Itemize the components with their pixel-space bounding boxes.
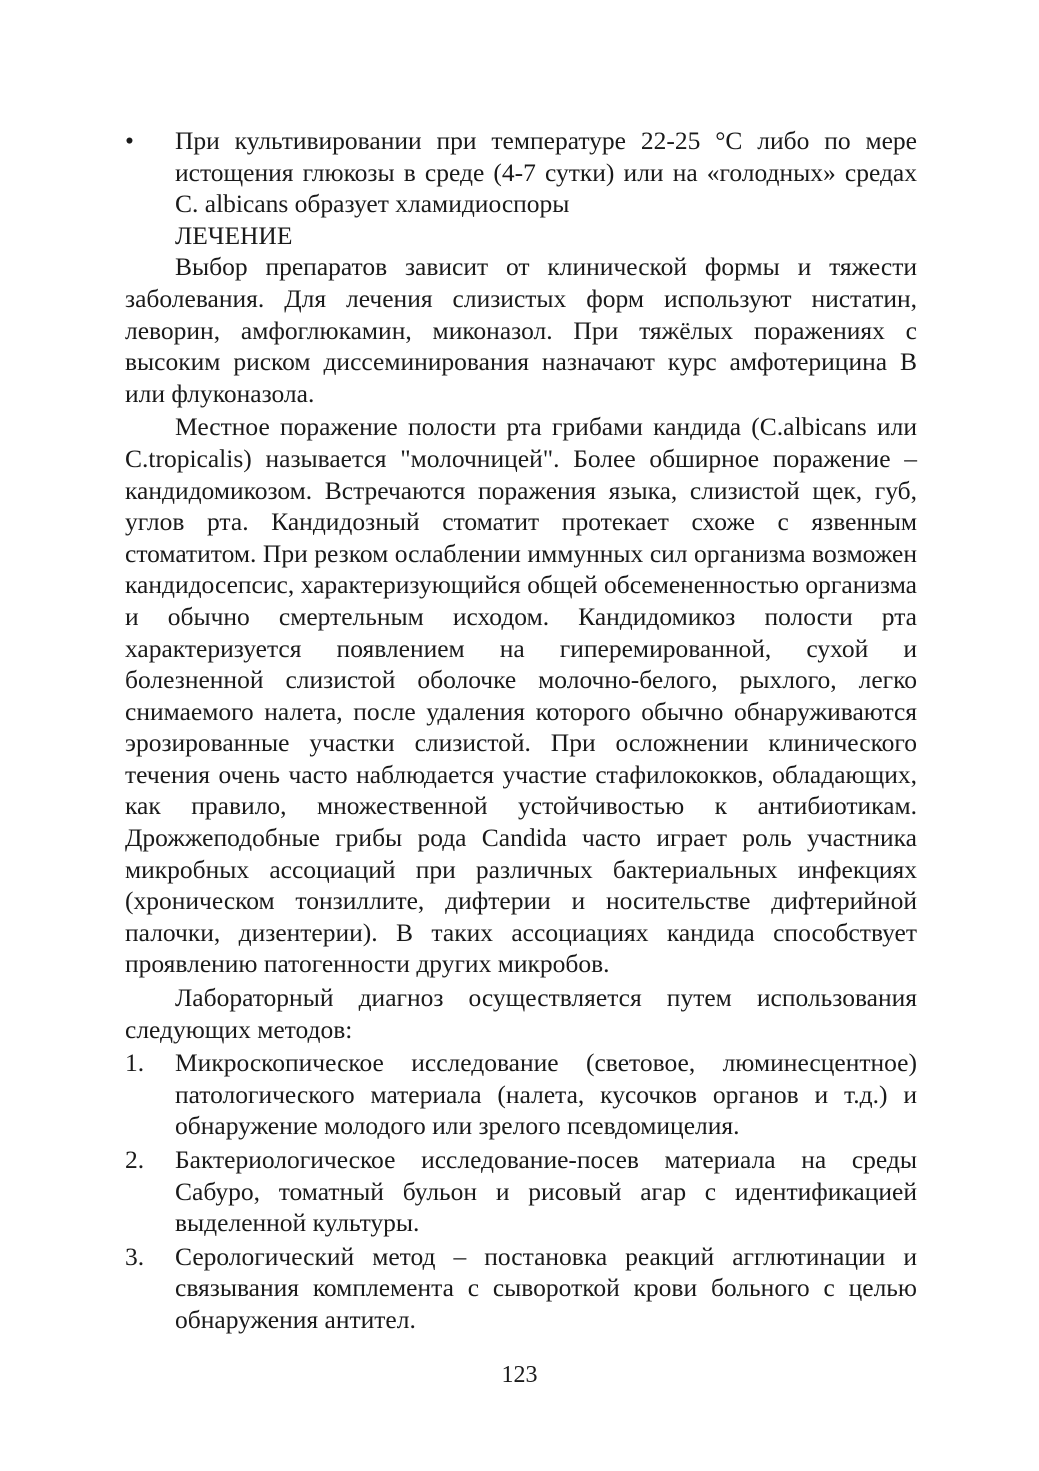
- paragraph-lab-diagnosis: Лабораторный диагноз осуществляется путем использования следующих методов:: [125, 983, 917, 1044]
- method-list-item: [125, 1144, 917, 1239]
- section-heading-treatment: ЛЕЧЕНИЕ: [175, 220, 293, 250]
- bullet-item-text: При культивировании при температуре 22-25 °С либо по мере истощения глюкозы в среде (4-7 сутки) или на «голодных» средах С. albicans образует хламидиоспоры: [175, 126, 917, 219]
- page-number: 123: [501, 1362, 538, 1388]
- method-number: 1.: [125, 1048, 145, 1078]
- method-text: Микроскопическое исследование (световое, люминесцентное) патологического материала (налета, кусочков органов и т.д.) и обнаружение молодого или зрелого псевдомицелия.: [175, 1048, 917, 1141]
- bullet-marker: •: [125, 126, 134, 155]
- paragraph-local-lesion: Местное поражение полости рта грибами кандида (С.albicans или С.tropicalis) называется "молочницей". Более обширное поражение – кандидомикозом. Встречаются поражения языка, слизистой щек, губ, углов рта. Кандидозный стоматит протекает схоже с язвенным стоматитом. При резком ослаблении иммунных сил организма возможен кандидосепсис, характеризующийся общей обсемененностью организма и обычно смертельным исходом. Кандидомикоз полости рта характеризуется появлением на гиперемированной, сухой и болезненной слизистой оболочке молочно-белого, рыхлого, легко снимаемого налета, после удаления которого обычно обнаруживаются эрозированные участки слизистой. При осложнении клинического течения очень часто наблюдается участие стафилококков, обладающих, как правило, множественной устойчивостью к антибиотикам. Дрожжеподобные грибы рода Candida часто играет роль участника микробных ассоциаций при различных бактериальных инфекциях (хроническом тонзиллите, дифтерии и носительстве дифтерийной палочки, дизентерии). В таких ассоциациях кандида способствует проявлению патогенности других микробов.: [125, 412, 917, 979]
- method-list-item: [125, 1241, 917, 1336]
- bullet-item-chlamydospores: [125, 125, 917, 220]
- method-list-item: [125, 1047, 917, 1142]
- page-body: [125, 125, 917, 1336]
- method-number: 3.: [125, 1241, 145, 1271]
- method-text: Бактериологическое исследование-посев материала на среды Сабуро, томатный бульон и рисовый агар с идентификацией выделенной культуры.: [175, 1145, 917, 1238]
- paragraph-drug-choice: Выбор препаратов зависит от клинической формы и тяжести заболевания. Для лечения слизистых форм используют нистатин, леворин, амфоглюкамин, миконазол. При тяжёлых поражениях с высоким риском диссеминирования назначают курс амфотерицина В или флуконазола.: [125, 252, 917, 408]
- method-text: Серологический метод – постановка реакций агглютинации и связывания комплемента с сывороткой крови больного с целью обнаружения антител.: [175, 1241, 917, 1334]
- method-number: 2.: [125, 1145, 145, 1174]
